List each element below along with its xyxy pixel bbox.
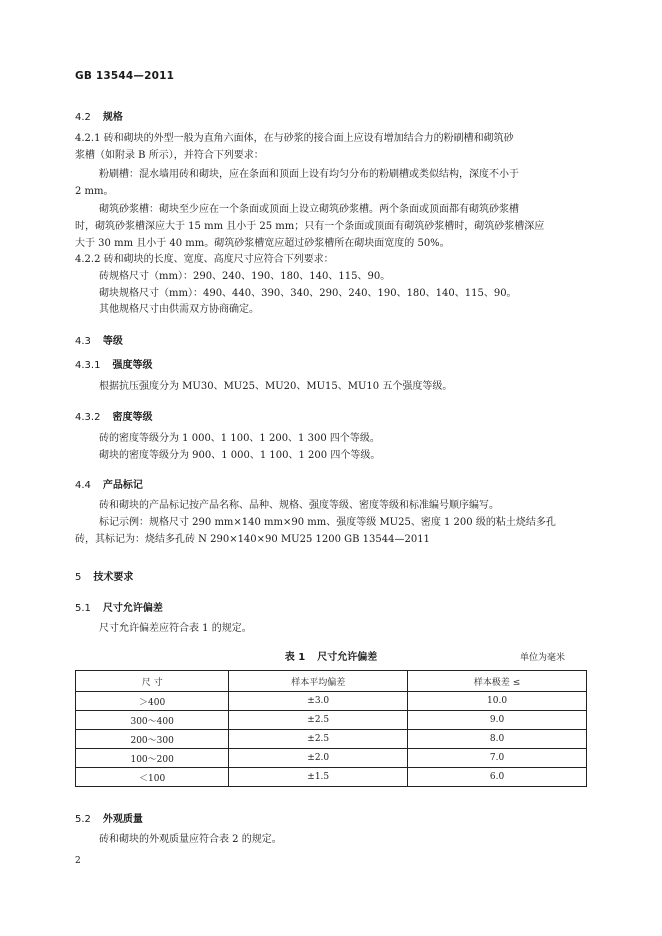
paragraph-4-2-2: 4.2.2 砖和砌块的长度、宽度、高度尺寸应符合下列要求： [75,254,334,265]
cell-range: 7.0 [408,749,587,768]
paragraph-block-sizes: 砌块规格尺寸（mm）：490、440、390、340、290、240、190、180、140、115、90。 [99,288,517,299]
section-number: 5.1 [75,603,91,614]
cell-range: 10.0 [408,692,587,711]
paragraph-block-density: 砌块的密度等级分为 900、1 000、1 100、1 200 四个等级。 [99,450,381,461]
section-4-3-2-heading [75,408,152,423]
table-row [76,730,587,749]
section-title: 尺寸允许偏差 [102,603,163,614]
section-number: 5 [75,572,82,583]
cell-range: 8.0 [408,730,587,749]
paragraph-mortar-groove-line3: 大于 30 mm 且小于 40 mm。砌筑砂浆槽宽应超过砂浆槽所在砌块面宽度的 50%。 [75,238,450,249]
paragraph-mortar-groove-line1: 砌筑砂浆槽：砌块至少应在一个条面或顶面上设立砌筑砂浆槽。两个条面或顶面都有砌筑砂浆槽 [99,204,519,215]
paragraph-product-marking: 砖和砌块的产品标记按产品名称、品种、规格、强度等级、密度等级和标准编号顺序编写。 [99,500,499,511]
cell-mean-deviation: ±1.5 [229,768,408,787]
paragraph-5-1: 尺寸允许偏差应符合表 1 的规定。 [99,623,252,634]
section-5-1-heading [75,599,163,614]
section-title: 外观质量 [102,814,143,825]
cell-mean-deviation: ±2.5 [229,730,408,749]
section-number: 5.2 [75,814,91,825]
section-title: 等级 [102,336,123,347]
section-title: 规格 [102,112,123,123]
page-number: 2 [75,856,81,866]
paragraph-other-sizes: 其他规格尺寸由供需双方协商确定。 [99,304,259,315]
section-title: 技术要求 [93,572,134,583]
paragraph-render-groove-line1: 粉刷槽：混水墙用砖和砌块，应在条面和顶面上设有均匀分布的粉刷槽或类似结构，深度不小于 [99,169,519,180]
section-4-4-heading [75,476,143,491]
table-header-row [76,671,587,692]
section-title: 强度等级 [112,360,153,371]
section-number: 4.3.2 [75,412,101,423]
cell-mean-deviation: ±2.0 [229,749,408,768]
cell-size: ＞400 [76,692,229,711]
table-row [76,768,587,787]
section-number: 4.3.1 [75,360,101,371]
section-title: 密度等级 [112,412,153,423]
cell-size: 300～400 [76,711,229,730]
cell-size: 100～200 [76,749,229,768]
header-mean-deviation: 样本平均偏差 [229,671,408,692]
cell-mean-deviation: ±2.5 [229,711,408,730]
table-unit-note: 单位为毫米 [520,653,566,663]
cell-size: 200～300 [76,730,229,749]
table-caption-title: 尺寸允许偏差 [317,652,378,663]
section-4-2-heading [75,108,123,123]
header-size: 尺 寸 [76,671,229,692]
section-number: 4.3 [75,336,91,347]
standard-code-header: GB 13544—2011 [75,70,175,82]
section-4-3-1-heading [75,356,152,371]
paragraph-4-2-1-line1: 4.2.1 砖和砌块的外型一般为直角六面体，在与砂浆的接合面上应设有增加结合力的粉刷槽和砌筑砂 [75,133,514,144]
table-row [76,692,587,711]
table-caption-number: 表 1 [284,652,306,663]
paragraph-marking-example-line2: 砖，其标记为：烧结多孔砖 N 290×140×90 MU25 1200 GB 13544—2011 [75,534,430,545]
tolerance-table [75,670,587,787]
paragraph-4-2-1-line2: 浆槽（如附录 B 所示），并符合下列要求： [75,150,264,161]
cell-range: 9.0 [408,711,587,730]
section-5-2-heading [75,810,143,825]
cell-mean-deviation: ±3.0 [229,692,408,711]
paragraph-strength-grades: 根据抗压强度分为 MU30、MU25、MU20、MU15、MU10 五个强度等级。 [99,381,453,392]
header-range: 样本极差 ≤ [408,671,587,692]
section-number: 4.2 [75,112,91,123]
paragraph-mortar-groove-line2: 时，砌筑砂浆槽深应大于 15 mm 且小于 25 mm；只有一个条面或顶面有砌筑砂浆槽时，砌筑砂浆槽深应 [75,221,545,232]
paragraph-render-groove-line2: 2 mm。 [75,186,114,197]
paragraph-brick-density: 砖的密度等级分为 1 000、1 100、1 200、1 300 四个等级。 [99,433,380,444]
paragraph-marking-example-line1: 标记示例：规格尺寸 290 mm×140 mm×90 mm、强度等级 MU25、密度 1 200 级的粘土烧结多孔 [99,517,556,528]
paragraph-brick-sizes: 砖规格尺寸（mm）：290、240、190、180、140、115、90。 [99,271,391,282]
section-4-3-heading [75,332,123,347]
section-5-heading [75,568,133,583]
cell-size: ＜100 [76,768,229,787]
table-row [76,711,587,730]
section-title: 产品标记 [102,480,143,491]
table-row [76,749,587,768]
cell-range: 6.0 [408,768,587,787]
section-number: 4.4 [75,480,91,491]
paragraph-5-2: 砖和砌块的外观质量应符合表 2 的规定。 [99,834,282,845]
